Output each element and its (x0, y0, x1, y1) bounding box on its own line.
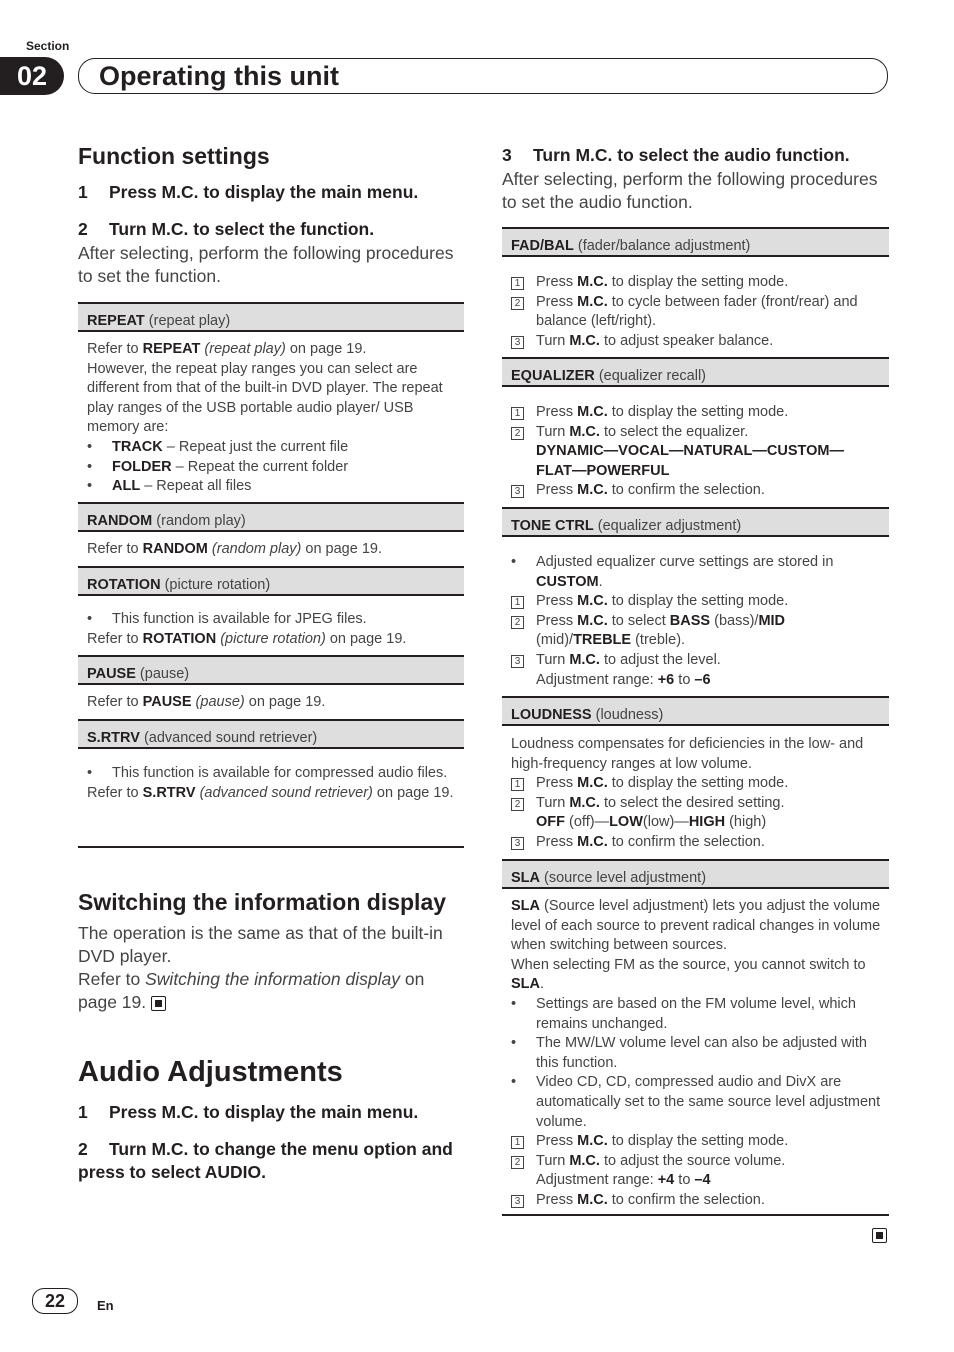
refer-name: RANDOM (142, 541, 208, 557)
audio-step-3 (502, 144, 850, 167)
list-item (511, 332, 883, 352)
step-number: 2 (78, 219, 88, 239)
table-bottom-rule (78, 846, 464, 848)
item-text: to display the setting mode. (611, 593, 789, 610)
random-cell (87, 540, 458, 560)
page-title: Operating this unit (99, 61, 339, 91)
item-key: M.C. (577, 833, 608, 850)
loudness-label: LOUDNESS (511, 707, 592, 723)
step-3-icon: 3 (511, 485, 524, 498)
item-key: M.C. (569, 794, 600, 811)
equalizer-label: EQUALIZER (511, 368, 595, 384)
bullet-icon: • (511, 1035, 517, 1052)
item-text: to adjust speaker balance. (603, 332, 774, 349)
equalizer-cell (511, 403, 883, 501)
item-text: Press (536, 833, 574, 850)
item-name: TRACK (112, 438, 163, 455)
bullet-icon: • (511, 554, 517, 570)
random-label: RANDOM (87, 513, 153, 529)
list-item (511, 833, 883, 853)
item-text: Press (536, 612, 574, 629)
refer-text: Refer to (87, 541, 139, 557)
item-text: to confirm the selection. (611, 833, 765, 850)
rotation-sublabel: (picture rotation) (164, 577, 271, 593)
list-item (511, 1034, 883, 1073)
list-item (511, 403, 883, 423)
item-text: to display the setting mode. (611, 1133, 789, 1150)
fad-cell (511, 273, 883, 351)
sla-fm-note: When selecting FM as the source, you cannot switch to SLA. (511, 956, 866, 993)
refer-page: on page 19. (305, 541, 382, 557)
item-text: to display the setting mode. (611, 404, 789, 420)
item-text: Press (536, 1191, 574, 1208)
item-text: Settings are based on the FM volume level, which remains unchanged. (536, 995, 856, 1032)
switching-refer (78, 968, 462, 1014)
step-number: 3 (502, 145, 512, 165)
item-key: SLA (511, 976, 540, 993)
bullet-icon: • (87, 611, 93, 627)
item-text: (bass)/ (714, 612, 759, 629)
item-text: to adjust the level. (603, 651, 721, 668)
step-number: 2 (78, 1139, 88, 1159)
item-text: to cycle between fader (front/rear) and balance (left/right). (536, 293, 858, 330)
step-text: Turn M.C. to select the audio function. (533, 145, 850, 165)
step-3-icon: 3 (511, 336, 524, 349)
audio-intro: After selecting, perform the following procedures to set the audio function. (502, 169, 878, 212)
step-1-icon: 1 (511, 407, 524, 420)
item-key: TREBLE (573, 632, 632, 649)
item-key: M.C. (569, 332, 600, 349)
item-key: CUSTOM (536, 573, 599, 590)
fad-sublabel: (fader/balance adjustment) (577, 238, 751, 254)
item-text: to confirm the selection. (611, 482, 765, 499)
srtrv-refer (87, 784, 458, 804)
list-item (511, 423, 883, 482)
bullet-icon: • (87, 765, 93, 781)
pause-refer (87, 693, 458, 713)
item-text: Press (536, 293, 574, 310)
range-to-word: to (678, 1172, 691, 1189)
end-of-section-icon (872, 1228, 887, 1243)
table-bottom-rule (502, 1214, 889, 1216)
page-title-frame (78, 58, 888, 94)
item-key: M.C. (577, 1133, 608, 1150)
range-from: +4 (657, 1172, 675, 1189)
bullet-icon: • (511, 995, 517, 1012)
range-to: –4 (694, 1172, 711, 1189)
list-item (511, 651, 883, 690)
refer-text: Refer to (87, 630, 139, 647)
item-key: M.C. (577, 612, 608, 629)
section-number-tab: 02 (0, 57, 64, 95)
item-key: M.C. (577, 482, 608, 499)
audio-adjustments-heading: Audio Adjustments (78, 1056, 343, 1088)
step-1-icon: 1 (511, 596, 524, 609)
loudness-cell (511, 735, 883, 853)
range-label: Adjustment range: (536, 671, 654, 688)
list-item (511, 794, 883, 833)
refer-italic: (advanced sound retriever) (199, 784, 373, 801)
step-3-icon: 3 (511, 655, 524, 668)
step-3-icon: 3 (511, 1195, 524, 1208)
item-name: FOLDER (112, 458, 172, 475)
item-text: (treble). (635, 632, 686, 649)
repeat-label: REPEAT (87, 313, 145, 329)
refer-text: Refer to (78, 969, 141, 989)
tone-row-header (502, 507, 889, 537)
item-text: (mid)/ (536, 632, 574, 649)
random-refer (87, 540, 458, 560)
refer-page: on page 19. (329, 630, 407, 647)
rotation-refer (87, 630, 458, 650)
tone-label: TONE CTRL (511, 518, 594, 534)
item-key: M.C. (577, 593, 608, 610)
item-text: to select the desired setting. (603, 794, 785, 811)
item-text: (high) (729, 814, 767, 831)
pause-cell (87, 693, 458, 713)
function-settings-heading: Function settings (78, 143, 270, 169)
item-text: When selecting FM as the source, you cannot switch to (511, 956, 866, 973)
audio-step-1 (78, 1101, 418, 1124)
item-text: The MW/LW volume level can also be adjusted with this function. (536, 1035, 867, 1071)
item-text: (Source level adjustment) lets you adjust the volume level of each source to prevent radical changes in volume when switching between sources. (511, 898, 881, 954)
step-2-icon: 2 (511, 798, 524, 811)
equalizer-row-header (502, 357, 889, 387)
tone-sublabel: (equalizer adjustment) (597, 518, 742, 534)
refer-italic: (picture rotation) (220, 630, 326, 647)
repeat-note: However, the repeat play ranges you can select are different from that of the built-in DVD player. The repeat play ranges of the USB portable audio player/ USB memory are: (87, 360, 443, 436)
item-text: Press (536, 404, 574, 420)
item-desc: – Repeat all files (144, 478, 252, 495)
step-number: 1 (78, 1102, 88, 1122)
step-2-icon: 2 (511, 1156, 524, 1169)
item-desc: This function is available for JPEG files. (112, 611, 367, 627)
repeat-row-header (78, 302, 464, 332)
switching-heading: Switching the information display (78, 889, 447, 915)
list-item (87, 610, 458, 630)
step-3-icon: 3 (511, 837, 524, 850)
repeat-cell (87, 340, 458, 497)
list-item (511, 612, 883, 651)
section-label: Section (26, 39, 70, 53)
refer-name: S.RTRV (142, 784, 196, 801)
list-item (511, 995, 883, 1034)
refer-italic: Switching the information display (145, 969, 400, 989)
repeat-refer (87, 340, 458, 360)
function-intro: After selecting, perform the following procedures to set the function. (78, 243, 454, 286)
bullet-icon: • (87, 438, 93, 455)
refer-italic: (repeat play) (204, 341, 286, 357)
item-name: ALL (112, 478, 141, 495)
sla-desc (511, 897, 883, 956)
item-key: OFF (536, 814, 565, 831)
loudness-row-header (502, 696, 889, 726)
list-item (87, 458, 458, 478)
end-of-section-icon (151, 996, 166, 1011)
rotation-cell (87, 610, 458, 649)
repeat-sublabel: (repeat play) (148, 313, 231, 329)
range-to-word: to (678, 671, 691, 688)
refer-text: Refer to (87, 694, 139, 710)
refer-italic: (random play) (211, 541, 302, 557)
switching-text: The operation is the same as that of the built-in DVD player. (78, 923, 443, 966)
equalizer-options: FLAT—POWERFUL (536, 462, 670, 479)
function-step-2 (78, 218, 374, 241)
step-2-icon: 2 (511, 616, 524, 629)
item-key: HIGH (688, 814, 726, 831)
range-from: +6 (657, 671, 675, 688)
item-text: (off)— (569, 814, 610, 831)
equalizer-options: DYNAMIC—VOCAL—NATURAL—CUSTOM— (536, 443, 844, 460)
refer-text: Refer to (87, 341, 139, 357)
item-text: to display the setting mode. (611, 274, 789, 290)
step-text: Turn M.C. to select the function. (109, 219, 375, 239)
item-key: BASS (669, 612, 711, 629)
rotation-label: ROTATION (87, 577, 161, 593)
bullet-icon: • (87, 458, 93, 475)
refer-page: on page 19. (78, 969, 425, 1012)
item-key: MID (758, 612, 786, 629)
list-item (87, 477, 458, 497)
srtrv-label: S.RTRV (87, 730, 140, 746)
item-key: M.C. (577, 775, 608, 792)
item-desc: – Repeat the current folder (175, 458, 349, 475)
range-label: Adjustment range: (536, 1172, 654, 1189)
step-text: Press M.C. to display the main menu. (109, 1102, 419, 1122)
list-item (511, 1191, 883, 1211)
sla-row-header (502, 859, 889, 889)
list-item (87, 438, 458, 458)
list-item: • Adjusted equalizer curve settings are stored in CUSTOM. (511, 554, 834, 590)
loudness-desc: Loudness compensates for deficiencies in the low- and high-frequency ranges at low volume. (511, 736, 864, 772)
list-item (511, 293, 883, 332)
list-item (511, 1073, 883, 1132)
refer-text: Refer to (87, 784, 139, 801)
step-text: Press M.C. to display the main menu. (109, 182, 419, 202)
sla-cell (511, 897, 883, 1211)
item-key: LOW (609, 814, 643, 831)
sla-sublabel: (source level adjustment) (544, 870, 707, 886)
range-to: –6 (694, 671, 711, 688)
list-item (511, 774, 883, 794)
item-desc: This function is available for compressed audio files. (112, 765, 448, 781)
audio-step-2 (78, 1138, 458, 1184)
pause-sublabel: (pause) (139, 666, 190, 682)
item-desc: – Repeat just the current file (166, 438, 349, 455)
language-label: En (97, 1298, 114, 1313)
switching-body (78, 922, 462, 1014)
item-text: Turn (536, 651, 566, 668)
list-item (511, 273, 883, 293)
fad-row-header (502, 227, 889, 257)
list-item (87, 764, 458, 784)
random-row-header (78, 502, 464, 532)
item-text: to adjust the source volume. (603, 1152, 786, 1169)
item-text: Turn (536, 332, 566, 349)
list-item (511, 592, 883, 612)
item-text: Turn (536, 794, 566, 811)
item-text: Adjusted equalizer curve settings are stored in (536, 554, 834, 570)
item-key: M.C. (577, 404, 608, 420)
step-text: Turn M.C. to change the menu option and press to select AUDIO. (78, 1139, 453, 1182)
item-key: SLA (511, 898, 540, 914)
item-text: Press (536, 1133, 574, 1150)
list-item (511, 1132, 883, 1152)
item-text: Press (536, 482, 574, 499)
item-text: Video CD, CD, compressed audio and DivX are automatically set to the same source level adjustment volume. (536, 1074, 881, 1130)
item-key: M.C. (577, 293, 608, 310)
bullet-icon: • (87, 478, 93, 495)
item-text: Turn (536, 1152, 566, 1169)
list-item (511, 481, 883, 501)
item-text: to display the setting mode. (611, 775, 789, 792)
item-key: M.C. (577, 1191, 608, 1208)
srtrv-cell (87, 764, 458, 803)
step-2-icon: 2 (511, 427, 524, 440)
random-sublabel: (random play) (156, 513, 246, 529)
refer-name: PAUSE (142, 694, 192, 710)
item-text: Press (536, 593, 574, 610)
step-2-icon: 2 (511, 297, 524, 310)
bullet-icon: • (511, 1074, 517, 1091)
item-key: M.C. (569, 651, 600, 668)
refer-name: REPEAT (142, 341, 201, 357)
pause-row-header (78, 655, 464, 685)
refer-page: on page 19. (289, 341, 367, 357)
item-text: (low)— (642, 814, 689, 831)
refer-page: on page 19. (376, 784, 454, 801)
item-key: M.C. (569, 1152, 600, 1169)
refer-italic: (pause) (195, 694, 245, 710)
fad-label: FAD/BAL (511, 238, 574, 254)
rotation-row-header (78, 566, 464, 596)
list-item (511, 1152, 883, 1191)
srtrv-row-header (78, 719, 464, 749)
loudness-sublabel: (loudness) (595, 707, 664, 723)
step-1-icon: 1 (511, 277, 524, 290)
step-1-icon: 1 (511, 778, 524, 791)
item-key: M.C. (577, 274, 608, 290)
tone-cell (511, 553, 883, 690)
refer-page: on page 19. (248, 694, 326, 710)
item-text: to select (611, 612, 666, 629)
item-key: M.C. (569, 423, 600, 440)
function-step-1 (78, 181, 418, 204)
srtrv-sublabel: (advanced sound retriever) (143, 730, 318, 746)
sla-label: SLA (511, 870, 540, 886)
item-text: to select the equalizer. (603, 423, 749, 440)
pause-label: PAUSE (87, 666, 136, 682)
item-text: to confirm the selection. (611, 1191, 765, 1208)
step-number: 1 (78, 182, 88, 202)
refer-name: ROTATION (142, 630, 217, 647)
item-text: Press (536, 274, 574, 290)
item-text: Turn (536, 423, 566, 440)
page-number: 22 (32, 1288, 78, 1314)
item-text: Press (536, 775, 574, 792)
step-1-icon: 1 (511, 1136, 524, 1149)
equalizer-sublabel: (equalizer recall) (598, 368, 706, 384)
